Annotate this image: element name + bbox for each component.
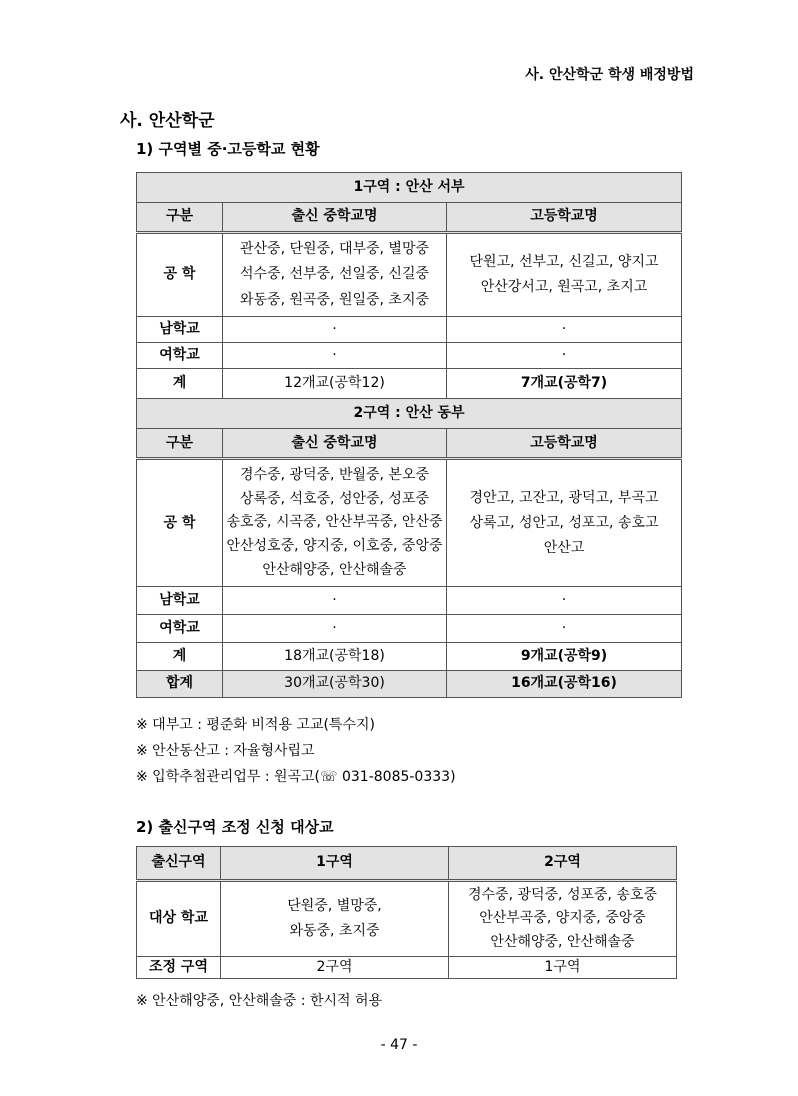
col-header-high: 고등학교명: [447, 429, 682, 459]
zone2-middle-line: 안산해양중, 안산해솔중: [262, 562, 407, 579]
zone1-total-middle: 12개교(공학12): [223, 369, 447, 399]
adjust-zone2: 1구역: [449, 957, 677, 979]
row-label-grand-total: 합계: [137, 671, 223, 697]
cell-value: ·: [447, 615, 682, 643]
cell-value: ·: [447, 343, 682, 369]
zone2-title: 2구역 : 안산 동부: [137, 399, 682, 429]
row-label-target: 대상 학교: [137, 881, 221, 957]
note-temporary: ※ 안산해양중, 안산해솔중 : 한시적 허용: [136, 993, 383, 1009]
col-header-zone2: 2구역: [449, 847, 677, 881]
row-label-coed: 공 학: [137, 233, 223, 317]
zone1-middle-line: 관산중, 단원중, 대부중, 별망중: [240, 241, 429, 258]
target-zone2-schools: [449, 881, 677, 957]
zone1-middle-schools: [223, 233, 447, 317]
zone2-total-high: 9개교(공학9): [447, 643, 682, 671]
zone2-middle-line: 안산성호중, 양지중, 이호중, 중앙중: [226, 538, 443, 555]
row-label-coed: 공 학: [137, 459, 223, 587]
col-header-origin: 출신구역: [137, 847, 221, 881]
col-header-gubun: 구분: [137, 429, 223, 459]
zone2-high-line: 경안고, 고잔고, 광덕고, 부곡고: [469, 489, 659, 506]
cell-value: ·: [223, 317, 447, 343]
cell-value: ·: [223, 343, 447, 369]
target-zone1-line: 단원중, 별망중,: [287, 897, 382, 914]
zone2-total-middle: 18개교(공학18): [223, 643, 447, 671]
zone1-total-high: 7개교(공학7): [447, 369, 682, 399]
col-header-gubun: 구분: [137, 203, 223, 233]
row-label-adjust: 조정 구역: [137, 957, 221, 979]
row-label-boys: 남학교: [137, 317, 223, 343]
target-zone2-line: 안산해양중, 안산해솔중: [490, 933, 635, 950]
row-label-total: 계: [137, 369, 223, 399]
col-header-middle: 출신 중학교명: [223, 203, 447, 233]
zone2-middle-line: 경수중, 광덕중, 반월중, 본오중: [240, 466, 429, 483]
zone1-high-schools: [447, 233, 682, 317]
col-header-high: 고등학교명: [447, 203, 682, 233]
cell-value: ·: [447, 317, 682, 343]
note-lottery-contact: ※ 입학추첨관리업무 : 원곡고(☏ 031-8085-0333): [136, 769, 456, 785]
row-label-girls: 여학교: [137, 343, 223, 369]
adjust-zone1: 2구역: [221, 957, 449, 979]
zone1-middle-line: 석수중, 선부중, 선일중, 신길중: [240, 266, 429, 283]
zone2-middle-line: 상록중, 석호중, 성안중, 성포중: [240, 490, 429, 507]
col-header-zone1: 1구역: [221, 847, 449, 881]
subsection-title-1: 1) 구역별 중·고등학교 현황: [136, 140, 320, 158]
grand-total-high: 16개교(공학16): [447, 671, 682, 697]
col-header-middle: 출신 중학교명: [223, 429, 447, 459]
zone2-middle-schools: [223, 459, 447, 587]
zone1-high-line: 안산강서고, 원곡고, 초지고: [480, 279, 648, 295]
zone2-high-line: 안산고: [543, 539, 585, 556]
zone1-title: 1구역 : 안산 서부: [137, 173, 682, 203]
cell-value: ·: [223, 587, 447, 615]
grand-total-middle: 30개교(공학30): [223, 671, 447, 697]
target-zone2-line: 경수중, 광덕중, 성포중, 송호중: [468, 887, 657, 904]
section-title: 사. 안산학군: [120, 111, 215, 131]
zone2-middle-line: 송호중, 시곡중, 안산부곡중, 안산중: [226, 514, 443, 531]
zone1-middle-line: 와동중, 원곡중, 원일중, 초지중: [240, 291, 429, 308]
zone-school-table: [136, 172, 682, 698]
row-label-total: 계: [137, 643, 223, 671]
page-header: 사. 안산학군 학생 배정방법: [525, 67, 694, 83]
target-zone1-line: 와동중, 초지중: [289, 923, 380, 939]
target-zone2-line: 안산부곡중, 양지중, 중앙중: [479, 910, 646, 927]
row-label-girls: 여학교: [137, 615, 223, 643]
cell-value: ·: [223, 615, 447, 643]
zone-adjustment-table: [136, 846, 677, 979]
note-daebu: ※ 대부고 : 평준화 비적용 고교(특수지): [136, 717, 375, 733]
zone2-high-schools: [447, 459, 682, 587]
zone2-high-line: 상록고, 성안고, 성포고, 송호고: [469, 514, 659, 531]
note-dongsan: ※ 안산동산고 : 자율형사립고: [136, 743, 315, 759]
target-zone1-schools: [221, 881, 449, 957]
subsection-title-2: 2) 출신구역 조정 신청 대상교: [136, 818, 334, 836]
cell-value: ·: [447, 587, 682, 615]
page-number: - 47 -: [380, 1037, 418, 1053]
zone1-high-line: 단원고, 선부고, 신길고, 양지고: [469, 253, 659, 270]
row-label-boys: 남학교: [137, 587, 223, 615]
